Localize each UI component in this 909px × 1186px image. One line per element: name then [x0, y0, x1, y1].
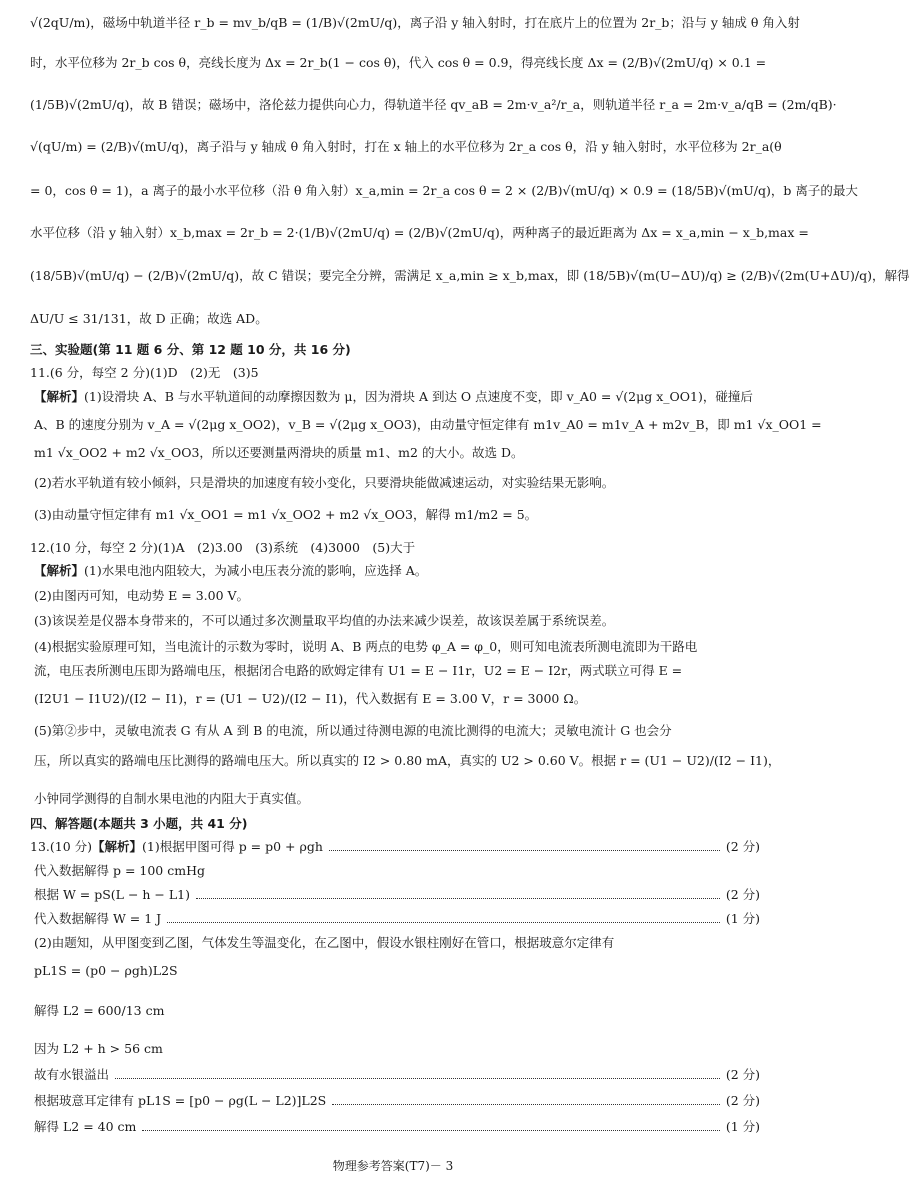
- text-line: ΔU/U ≤ 31/131，故 D 正确；故选 AD。: [30, 311, 268, 326]
- question-13-row: pL1S = (p0 − ρgh)L2S: [34, 963, 178, 978]
- question-11-line: (3)由动量守恒定律有 m1 √x_OO1 = m1 √x_OO2 + m2 √x_OO3，解得 m1/m2 = 5。: [34, 507, 538, 522]
- question-12-line: 【解析】(1)水果电池内阻较大，为减小电压表分流的影响，应选择 A。: [34, 563, 428, 578]
- text-line: = 0，cos θ = 1)，a 离子的最小水平位移（沿 θ 角入射）x_a,min = 2r_a cos θ = 2 × (2/B)√(mU/q) × 0.9 = (18/5B)√(mU/q)，b 离子的最大: [30, 183, 858, 198]
- question-13-row: 代入数据解得 W = 1 J (1 分): [34, 911, 760, 926]
- question-12-line: (I2U1 − I1U2)/(I2 − I1)，r = (U1 − U2)/(I2 − I1)，代入数据有 E = 3.00 V，r = 3000 Ω。: [34, 691, 587, 706]
- score-label: (1 分): [725, 1119, 760, 1134]
- question-12-line: (2)由图丙可知，电动势 E = 3.00 V。: [34, 588, 250, 603]
- question-13-row: 13.(10 分)【解析】(1)根据甲图可得 p = p0 + ρgh (2 分): [30, 839, 760, 854]
- question-11-line: m1 √x_OO2 + m2 √x_OO3，所以还要测量两滑块的质量 m1、m2 的大小。故选 D。: [34, 445, 524, 460]
- score-label: (2 分): [725, 1093, 760, 1108]
- question-12-line: (4)根据实验原理可知，当电流计的示数为零时，说明 A、B 两点的电势 φ_A = φ_0，则可知电流表所测电流即为干路电: [34, 639, 698, 654]
- question-11-line: (2)若水平轨道有较小倾斜，只是滑块的加速度有较小变化，只要滑块能做减速运动，对实验结果无影响。: [34, 475, 615, 490]
- score-label: (1 分): [725, 911, 760, 926]
- question-12-line: (5)第②步中，灵敏电流表 G 有从 A 到 B 的电流，所以通过待测电源的电流比测得的电流大；灵敏电流计 G 也会分: [34, 723, 672, 738]
- dot-leader: [332, 1104, 720, 1105]
- question-12-line: (3)该误差是仪器本身带来的，不可以通过多次测量取平均值的办法来减少误差，故该误差属于系统误差。: [34, 613, 615, 628]
- section-heading-problems: 四、解答题(本题共 3 小题，共 41 分): [30, 816, 248, 831]
- question-11-line: A、B 的速度分别为 v_A = √(2μg x_OO2)，v_B = √(2μg x_OO3)，由动量守恒定律有 m1v_A0 = m1v_A + m2v_B，即 m1 √x_OO1 =: [34, 417, 822, 432]
- text-line: (1/5B)√(2mU/q)，故 B 错误；磁场中，洛伦兹力提供向心力，得轨道半径 qv_aB = 2m·v_a²/r_a，则轨道半径 r_a = 2m·v_a/qB = (2m/qB)·: [30, 97, 837, 112]
- text-line: √(2qU/m)，磁场中轨道半径 r_b = mv_b/qB = (1/B)√(2mU/q)，离子沿 y 轴入射时，打在底片上的位置为 2r_b；沿与 y 轴成 θ 角入射: [30, 15, 800, 30]
- score-label: (2 分): [725, 839, 760, 854]
- score-label: (2 分): [725, 1067, 760, 1082]
- dot-leader: [142, 1130, 719, 1131]
- question-13-row: 因为 L2 + h > 56 cm: [34, 1041, 163, 1056]
- question-13-row: 代入数据解得 p = 100 cmHg: [34, 863, 205, 878]
- analysis-tag: 【解析】: [92, 839, 143, 854]
- question-13-row: 解得 L2 = 600/13 cm: [34, 1003, 165, 1018]
- text-line: 时，水平位移为 2r_b cos θ，亮线长度为 Δx = 2r_b(1 − cos θ)，代入 cos θ = 0.9，得亮线长度 Δx = (2/B)√(2mU/q) × 0.1 =: [30, 55, 767, 70]
- question-12-header: 12.(10 分，每空 2 分)(1)A (2)3.00 (3)系统 (4)3000 (5)大于: [30, 540, 416, 555]
- page-footer: 物理参考答案(T7)－ 3: [332, 1159, 454, 1173]
- dot-leader: [167, 922, 720, 923]
- dot-leader: [115, 1078, 720, 1079]
- dot-leader: [196, 898, 720, 899]
- score-label: (2 分): [725, 887, 760, 902]
- question-13-row: 解得 L2 = 40 cm (1 分): [34, 1119, 760, 1134]
- analysis-tag: 【解析】: [34, 563, 85, 578]
- section-heading-experiments: 三、实验题(第 11 题 6 分、第 12 题 10 分，共 16 分): [30, 342, 351, 357]
- text-line: 水平位移（沿 y 轴入射）x_b,max = 2r_b = 2·(1/B)√(2mU/q) = (2/B)√(2mU/q)，两种离子的最近距离为 Δx = x_a,min − x_b,max =: [30, 225, 809, 240]
- question-12-line: 流，电压表所测电压即为路端电压，根据闭合电路的欧姆定律有 U1 = E − I1r，U2 = E − I2r，两式联立可得 E =: [34, 663, 683, 678]
- question-11-header: 11.(6 分，每空 2 分)(1)D (2)无 (3)5: [30, 365, 259, 380]
- question-11-line: 【解析】(1)设滑块 A、B 与水平轨道间的动摩擦因数为 μ，因为滑块 A 到达 O 点速度不变，即 v_A0 = √(2μg x_OO1)，碰撞后: [34, 389, 753, 404]
- question-12-line: 小钟同学测得的自制水果电池的内阻大于真实值。: [34, 791, 310, 806]
- question-12-line: 压，所以真实的路端电压比测得的路端电压大。所以真实的 I2 > 0.80 mA，真实的 U2 > 0.60 V。根据 r = (U1 − U2)/(I2 − I1)，: [34, 753, 781, 768]
- question-13-row: 根据玻意耳定律有 pL1S = [p0 − ρg(L − L2)]L2S (2 分): [34, 1093, 760, 1108]
- text-line: √(qU/m) = (2/B)√(mU/q)，离子沿与 y 轴成 θ 角入射时，打在 x 轴上的水平位移为 2r_a cos θ，沿 y 轴入射时，水平位移为 2r_a(θ: [30, 139, 782, 154]
- question-13-row: 故有水银溢出 (2 分): [34, 1067, 760, 1082]
- text-line: (18/5B)√(mU/q) − (2/B)√(2mU/q)，故 C 错误；要完全分辨，需满足 x_a,min ≥ x_b,max，即 (18/5B)√(m(U−ΔU)/q) ≥ (2/B)√(2m(U+ΔU)/q)，解得: [30, 268, 909, 283]
- analysis-tag: 【解析】: [34, 389, 85, 404]
- question-13-row: 根据 W = pS(L − h − L1) (2 分): [34, 887, 760, 902]
- dot-leader: [329, 850, 720, 851]
- question-13-row: (2)由题知，从甲图变到乙图，气体发生等温变化，在乙图中，假设水银柱刚好在管口，根据玻意尔定律有: [34, 935, 615, 950]
